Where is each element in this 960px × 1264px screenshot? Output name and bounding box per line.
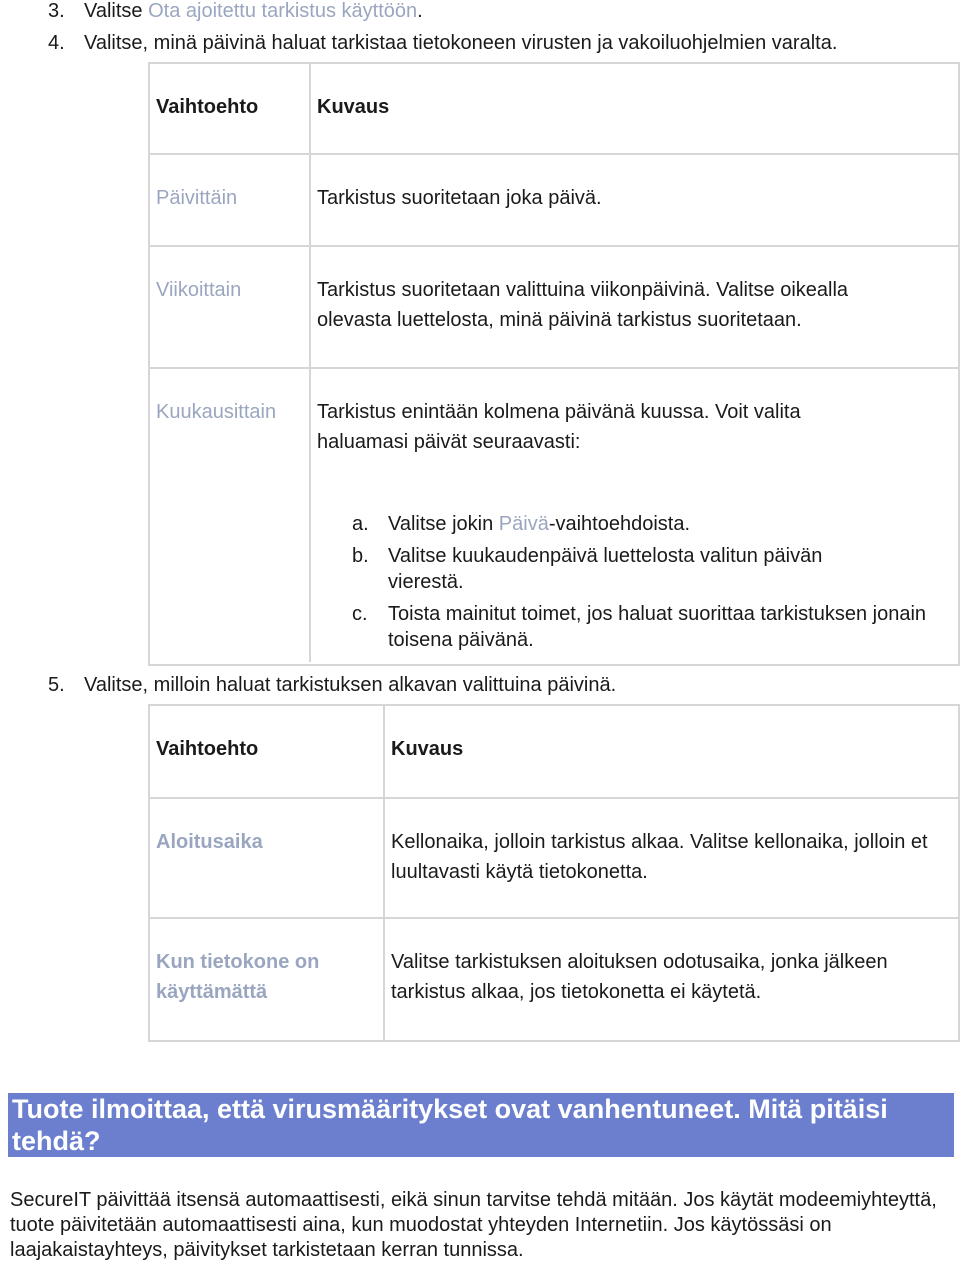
option-monthly[interactable]: Kuukausittain bbox=[156, 401, 277, 423]
table-row bbox=[150, 798, 958, 918]
faq-heading: Tuote ilmoittaa, että virusmääritykset ovat vanhentuneet. Mitä pitäisi tehdä? bbox=[8, 1093, 954, 1157]
list-item: c. Toista mainitut toimet, jos haluat suorittaa tarkistuksen jonain toisena päivänä. bbox=[352, 603, 927, 651]
table-row bbox=[150, 918, 958, 1040]
option-description: Kellonaika, jolloin tarkistus alkaa. Valitse kellonaika, jolloin et luultavasti käytä tietokonetta. bbox=[391, 831, 928, 883]
step-text: Valitse Ota ajoitettu tarkistus käyttöön. bbox=[84, 0, 423, 22]
option-description: Tarkistus enintään kolmena päivänä kuussa. Voit valita haluamasi päivät seuraavasti: bbox=[317, 401, 801, 453]
table-row bbox=[150, 154, 958, 246]
header-description: Kuvaus bbox=[384, 706, 958, 798]
option-start-time[interactable]: Aloitusaika bbox=[156, 831, 263, 853]
header-option: Vaihtoehto bbox=[150, 64, 310, 154]
option-link-scheduled-scan[interactable]: Ota ajoitettu tarkistus käyttöön bbox=[148, 0, 418, 22]
faq-answer: SecureIT päivittää itsensä automaattisesti, eikä sinun tarvitse tehdä mitään. Jos käytät modeemiyhteyttä, tuote päivitetään automaattisesti aina, kun muodostat yhteyden Internetiin. Jos käytössäsi on laajakaistayhteys, päivitykset tarkistetaan kerran tunnissa. bbox=[10, 1189, 937, 1261]
option-when-idle[interactable]: Kun tietokone on käyttämättä bbox=[156, 951, 320, 1003]
step-text: Valitse, minä päivinä haluat tarkistaa tietokoneen virusten ja vakoiluohjelmien varalta. bbox=[84, 32, 838, 54]
step-number: 3. bbox=[48, 0, 65, 22]
header-option: Vaihtoehto bbox=[150, 706, 384, 798]
option-daily[interactable]: Päivittäin bbox=[156, 187, 238, 209]
monthly-steps-list bbox=[352, 511, 932, 653]
start-time-table bbox=[150, 706, 958, 1040]
option-description: Valitse tarkistuksen aloituksen odotusaika, jonka jälkeen tarkistus alkaa, jos tietokonetta ei käytetä. bbox=[391, 951, 888, 1003]
option-link-day[interactable]: Päivä bbox=[498, 513, 549, 535]
option-description: Tarkistus suoritetaan joka päivä. bbox=[317, 187, 602, 209]
step-text: Valitse, milloin haluat tarkistuksen alkavan valittuina päivinä. bbox=[84, 674, 617, 696]
table-row bbox=[150, 246, 958, 368]
header-description: Kuvaus bbox=[310, 64, 958, 154]
option-description: Tarkistus suoritetaan valittuina viikonpäivinä. Valitse oikealla olevasta luettelosta, minä päivinä tarkistus suoritetaan. bbox=[317, 279, 849, 331]
option-weekly[interactable]: Viikoittain bbox=[156, 279, 242, 301]
list-item: b. Valitse kuukaudenpäivä luettelosta valitun päivän vierestä. bbox=[352, 545, 823, 593]
step-number: 5. bbox=[48, 674, 65, 696]
list-item: a. Valitse jokin Päivä-vaihtoehdoista. bbox=[352, 513, 691, 535]
step-number: 4. bbox=[48, 32, 65, 54]
